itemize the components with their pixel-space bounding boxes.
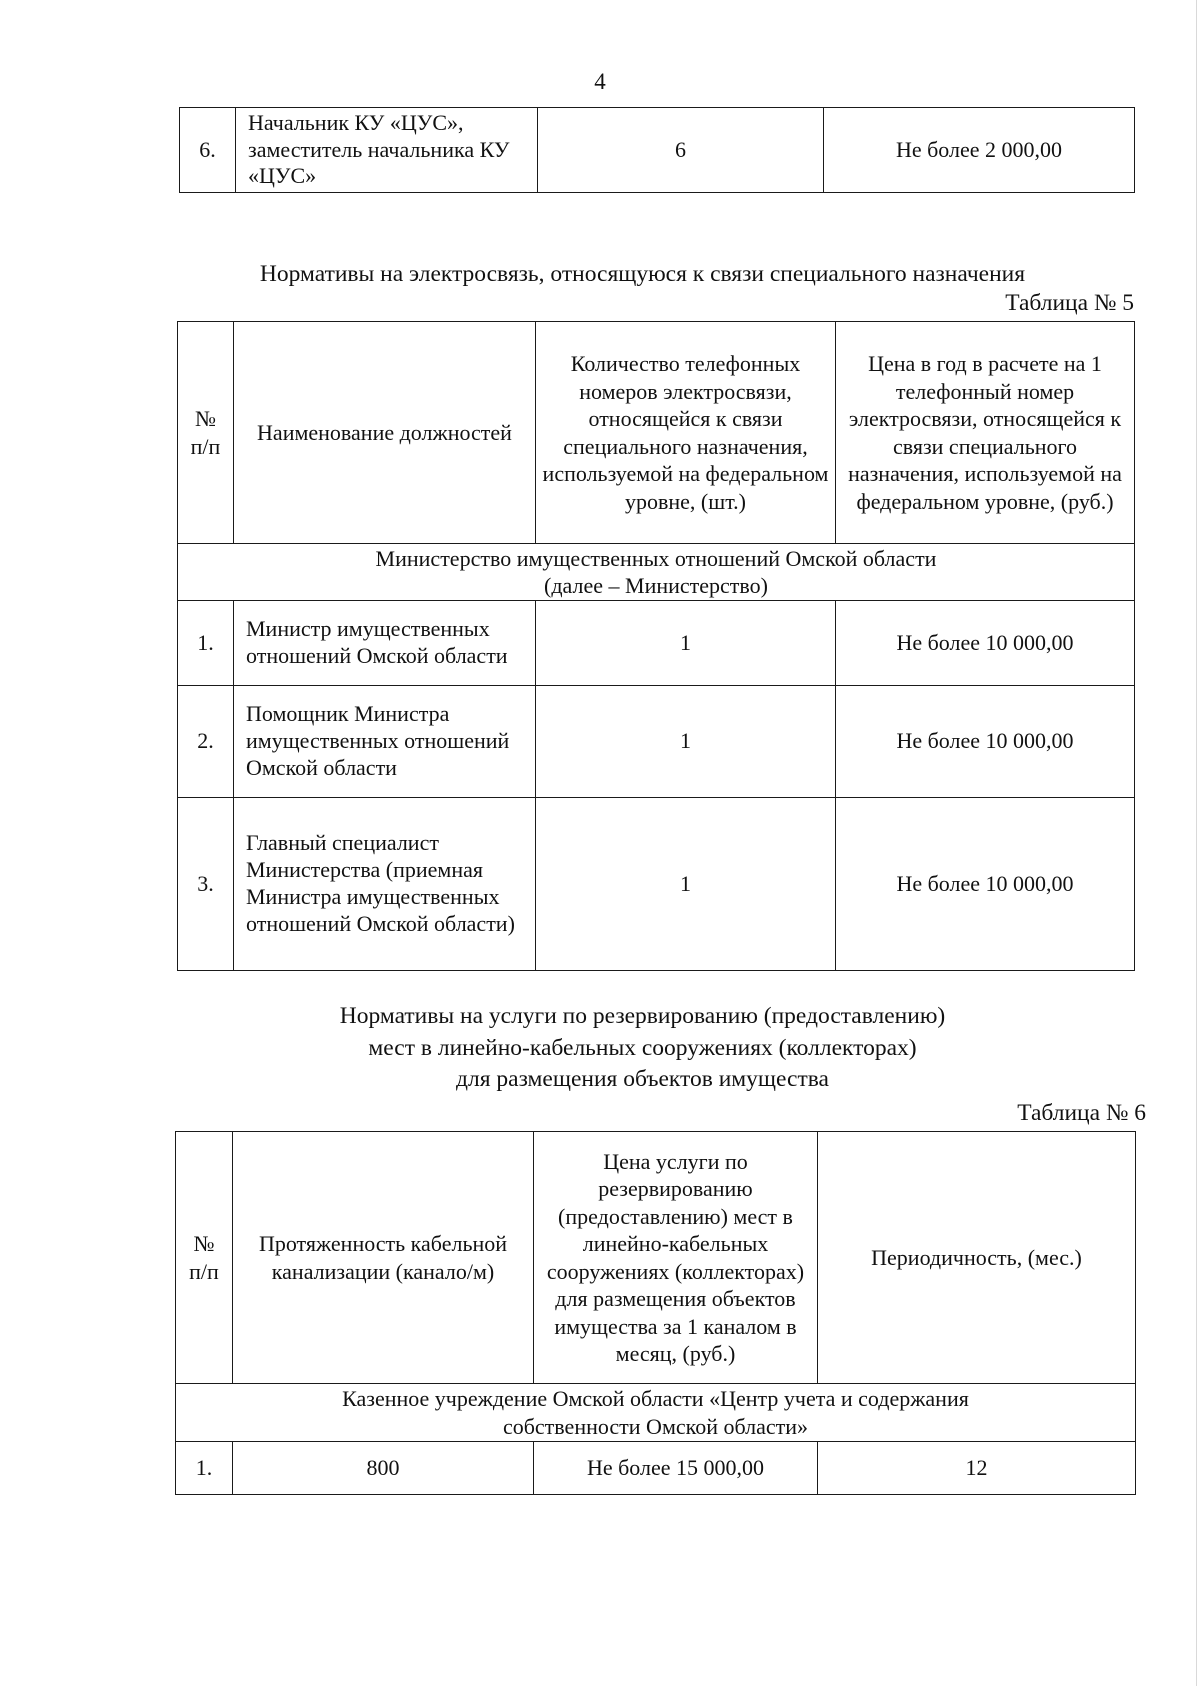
header-position: Наименование должностей [234, 322, 536, 544]
position-cell: Начальник КУ «ЦУС», заместитель начальника КУ «ЦУС» [236, 108, 538, 193]
page-number: 4 [594, 69, 606, 94]
table-row [178, 798, 1135, 971]
group-heading [178, 544, 1135, 601]
header-number: № п/п [178, 322, 234, 544]
position-cell: Помощник Министра имущественных отношений Омской области [234, 686, 536, 798]
table5-group-row [178, 544, 1135, 601]
period-cell: 12 [818, 1442, 1136, 1495]
quantity-cell: 6 [538, 108, 824, 193]
row-number: 1. [176, 1442, 233, 1495]
price-cell: Не более 10 000,00 [836, 601, 1135, 686]
table-5 [177, 321, 1135, 971]
header-length: Протяженность кабельной канализации (канало/м) [233, 1132, 534, 1384]
section5-title: Нормативы на электросвязь, относящуюся к связи специального назначения [259, 261, 1026, 287]
table-row [178, 686, 1135, 798]
price-cell: Не более 15 000,00 [534, 1442, 818, 1495]
section6-title-line: Нормативы на услуги по резервированию (предоставлению) [339, 1003, 946, 1029]
position-cell: Главный специалист Министерства (приемная Министра имущественных отношений Омской области) [234, 798, 536, 971]
table-row [178, 601, 1135, 686]
table6-label: Таблица № 6 [1017, 1100, 1146, 1126]
row-number: 3. [178, 798, 234, 971]
quantity-cell: 1 [536, 601, 836, 686]
header-price: Цена услуги по резервированию (предоставлению) мест в линейно-кабельных сооружениях (коллекторах) для размещения объектов имущества за 1 каналом в месяц, (руб.) [534, 1132, 818, 1384]
group-heading [176, 1384, 1136, 1442]
header-quantity: Количество телефонных номеров электросвязи, относящейся к связи специального назначения, используемой на федеральном уровне, (шт.) [536, 322, 836, 544]
group-heading-text: Казенное учреждение Омской области «Центр учета и содержания собственности Омской области» [342, 1386, 969, 1439]
header-price: Цена в год в расчете на 1 телефонный номер электросвязи, относящейся к связи специального назначения, используемой на федеральном уровне, (руб.) [836, 322, 1135, 544]
price-cell: Не более 10 000,00 [836, 686, 1135, 798]
header-period: Периодичность, (мес.) [818, 1132, 1136, 1384]
table5-header-row [178, 322, 1135, 544]
row-number: 6. [180, 108, 236, 193]
quantity-cell: 1 [536, 798, 836, 971]
group-heading-text: Министерство имущественных отношений Омской области (далее – Министерство) [375, 545, 937, 598]
row-number: 1. [178, 601, 234, 686]
section6-title [150, 1001, 1135, 1096]
price-cell: Не более 2 000,00 [824, 108, 1135, 193]
table-6 [175, 1131, 1136, 1495]
table5-label: Таблица № 5 [1005, 290, 1134, 316]
scan-edge-line [1196, 0, 1197, 1686]
table-row [176, 1442, 1136, 1495]
table-row [180, 108, 1135, 193]
row-number: 2. [178, 686, 234, 798]
section6-title-line: для размещения объектов имущества [456, 1066, 829, 1093]
price-cell: Не более 10 000,00 [836, 798, 1135, 971]
position-cell: Министр имущественных отношений Омской области [234, 601, 536, 686]
section6-title-line: мест в линейно-кабельных сооружениях (коллекторах) [368, 1034, 917, 1061]
quantity-cell: 1 [536, 686, 836, 798]
header-number: № п/п [176, 1132, 233, 1384]
table6-header-row [176, 1132, 1136, 1384]
table6-group-row [176, 1384, 1136, 1442]
continuation-table [179, 107, 1135, 193]
length-cell: 800 [233, 1442, 534, 1495]
